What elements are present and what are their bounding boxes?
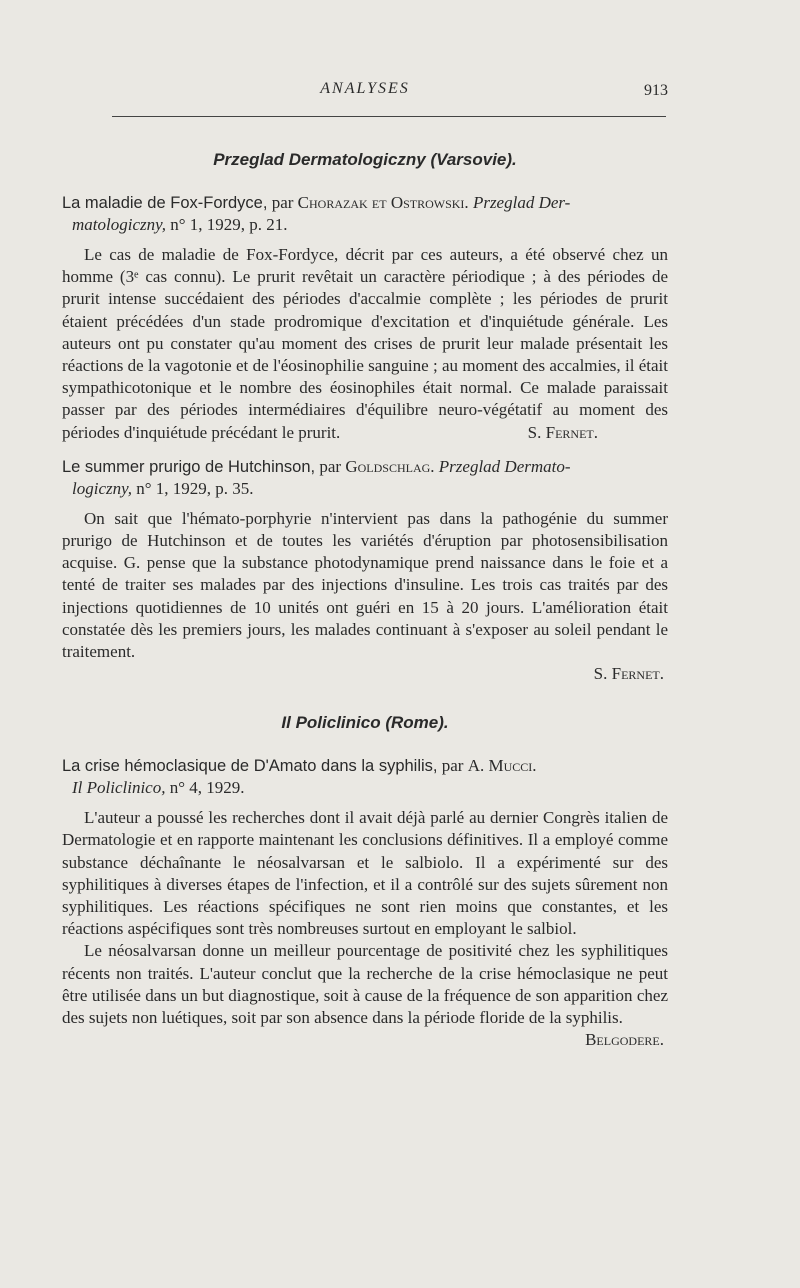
article-1-signature: S. Fernet.: [527, 422, 598, 442]
article-2-signature: S. Fernet.: [593, 664, 664, 684]
article-2-authors: Goldschlag.: [345, 456, 435, 476]
article-1-body: [62, 244, 668, 444]
article-2-paragraph: On sait que l'hémato-porphyrie n'intervient pas dans la pathogénie du summer prurigo de Hutchinson et de toutes les variétés d'éruption par photosensibilisation acquise. G. pense que la substance photodynamique prend naissance dans le foie et a tenté de traiter ses malades par des injections d'insuline. Les trois cas traités par des injections quotidiennes de 10 unités ont guéri en 15 à 20 jours. L'amélioration était constatée dès les premiers jours, les malades continuant à s'exposer au soleil pendant le traitement.: [62, 508, 668, 662]
article-3-body-2: [62, 940, 668, 1050]
article-2-journal: Przeglad Dermato-: [438, 456, 571, 476]
header-rule: [112, 116, 666, 117]
article-3-title: La crise hémoclasique de D'Amato dans la syphilis,: [62, 757, 438, 776]
journal-heading-przeglad: Przeglad Dermatologiczny (Varsovie).: [213, 150, 517, 169]
article-2-heading: [62, 456, 668, 500]
article-1-journal: Przeglad Der-: [472, 193, 571, 212]
article-2-journal-cont: logiczny,: [72, 478, 132, 498]
article-3-authors: A. Mucci.: [467, 756, 537, 776]
article-3-par: par: [441, 756, 464, 776]
running-head-title: ANALYSES: [320, 80, 410, 97]
article-3-journal: Il Policlinico,: [72, 778, 166, 798]
article-1-journal-cont: matologiczny,: [72, 215, 166, 234]
article-1-ref: n° 1, 1929, p. 21.: [170, 215, 288, 234]
page-number: 913: [644, 82, 668, 99]
page-content: [62, 150, 668, 1051]
article-1-heading: [62, 192, 668, 236]
article-1-authors: Chorazak et Ostrowski.: [297, 193, 469, 212]
article-1-title: La maladie de Fox-Fordyce,: [62, 194, 268, 212]
article-3-paragraph-1: L'auteur a poussé les recherches dont il avait déjà parlé au dernier Congrès italien de Dermatologie et en rapporte maintenant les conclusions définitives. Il a employé comme substance déchaînante le néosalvarsan et le salbiolo. Il a expérimenté sur des syphilitiques à diverses étapes de l'infection, et il a contrôlé sur des sujets sûrement non syphilitiques. Les réactions spécifiques ne sont rien moins que constantes, et les réactions aspécifiques sont très nombreuses surtout en employant le salbiol.: [62, 808, 668, 939]
article-3-ref: n° 4, 1929.: [169, 778, 245, 798]
article-3-signature: Belgodere.: [585, 1030, 664, 1050]
article-3-paragraph-2: Le néosalvarsan donne un meilleur pourcentage de positivité chez les syphilitiques récents non traités. L'auteur conclut que la recherche de la crise hémoclasique ne peut être utilisée dans un but diagnostique, soit à cause de la fréquence de son apparition chez des sujets non luétiques, soit par son absence dans la période floride de la syphilis.: [62, 941, 668, 1028]
article-1-par: par: [271, 193, 294, 212]
article-2-par: par: [319, 456, 342, 476]
article-1-paragraph: Le cas de maladie de Fox-Fordyce, décrit par ces auteurs, a été observé chez un homme (3ᵉ cas connu). Le prurit revêtait un caractère périodique ; à des périodes de prurit intense succédaient des périodes d'accalmie complète ; les périodes de prurit étaient précédées d'un stade prodromique d'excitation et d'inquiétude générale. Les auteurs ont pu constater qu'au moment des crises de prurit leur malade présentait les réactions de la vagotonie et de l'éosinophilie sanguine ; au moment des accalmies, il était sympathicotonique et le nombre des éosinophiles était normal. Ce malade paraissait passer par des périodes intermédiaires d'équilibre neuro-végétatif au moment des périodes d'inquiétude précédant le prurit.: [62, 245, 668, 442]
article-2-ref: n° 1, 1929, p. 35.: [136, 478, 254, 498]
article-3-heading: [62, 755, 668, 799]
running-head: [62, 78, 668, 102]
article-2-title: Le summer prurigo de Hutchinson,: [62, 457, 316, 476]
journal-heading-policlinico: Il Policlinico (Rome).: [281, 713, 449, 733]
